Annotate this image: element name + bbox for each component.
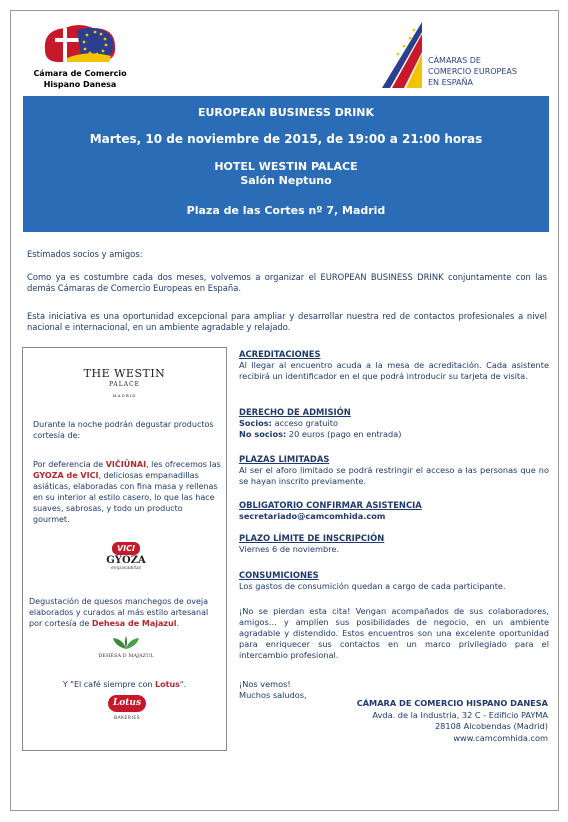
dehesa-logo-text: DEHESA D MAJAZUL <box>98 653 154 659</box>
camaras-europeas-emblem-icon <box>378 22 426 92</box>
lotus-logo <box>107 695 147 739</box>
lotus-sub: BAKERIES <box>113 716 141 721</box>
limite-text: Viernes 6 de noviembre. <box>239 544 340 554</box>
cheese-post: . <box>176 619 180 628</box>
consum-title: CONSUMICIONES <box>239 570 319 580</box>
intro-paragraph-2: Esta iniciativa es una oportunidad excepcional para ampliar y desarrollar nuestra red de contactos profesionales a nivel nacional e internacional, en un ambiente agradable y relajado. <box>27 311 547 332</box>
nosocios-value: 20 euros (pago en entrada) <box>286 429 402 439</box>
vici-post: , deliciosas empanadillas asiáticas, elaboradas con fina masa y rellenas en su interior al estilo casero, lo que las hace suaves, sabrosas, y todo un producto gourmet. <box>33 471 218 524</box>
admision-title: DERECHO DE ADMISIÓN <box>239 407 351 417</box>
plazas-title: PLAZAS LIMITADAS <box>239 454 330 464</box>
event-title: EUROPEAN BUSINESS DRINK <box>197 106 375 119</box>
acred-title: ACREDITACIONES <box>239 349 321 359</box>
section-plazas <box>239 454 549 487</box>
section-confirmar <box>239 500 549 522</box>
confirm-title: OBLIGATORIO CONFIRMAR ASISTENCIA <box>239 500 422 510</box>
coffee-pre: Y "El café siempre con <box>62 680 156 689</box>
intro-paragraph-1: Como ya es costumbre cada dos meses, volvemos a organizar el EUROPEAN BUSINESS DRINK conjuntamente con las demás Cámaras de Comercio Europeas en España. <box>27 272 547 293</box>
vici-paragraph <box>33 459 221 525</box>
signature-addr-1: Avda. de la Industria, 32 C - Edificio PAYMA <box>372 709 548 720</box>
coffee-line <box>23 679 226 690</box>
socios-value: acceso gratuito <box>271 418 338 428</box>
section-consumiciones <box>239 570 549 592</box>
vici-product: GYOZA de VICI <box>33 471 99 480</box>
event-room: Salón Neptuno <box>240 174 332 187</box>
right-logo-line-1: CÁMARAS DE <box>428 56 481 65</box>
westin-name: THE WESTIN <box>83 367 166 380</box>
westin-palace-logo <box>23 368 226 401</box>
section-limite <box>239 533 549 555</box>
socios-label: Socios: <box>239 418 272 428</box>
vici-gyoza-logo <box>101 542 151 584</box>
gyoza-logo: GYOZA <box>106 555 146 566</box>
greeting: Estimados socios y amigos: <box>27 249 143 259</box>
signature-web[interactable]: www.camcomhida.com <box>453 732 548 743</box>
leaf-icon <box>111 636 141 650</box>
flag-emblem-icon <box>37 20 123 68</box>
section-admision <box>239 407 549 440</box>
vici-pre: Por deferencia de <box>33 460 106 469</box>
left-logo-caption-1: Cámara de Comercio <box>33 69 127 78</box>
cheese-brand: Dehesa de Majazul <box>91 619 177 628</box>
event-date: Martes, 10 de noviembre de 2015, de 19:00 a 21:00 horas <box>89 132 483 146</box>
westin-city: MADRID <box>112 393 137 398</box>
lotus-logo-text: Lotus <box>108 695 146 712</box>
socios-line <box>239 418 549 429</box>
limite-title: PLAZO LÍMITE DE INSCRIPCIÓN <box>239 533 385 543</box>
vici-logo: VICI <box>112 542 140 555</box>
right-logo-text <box>428 55 517 88</box>
signature-addr-2: 28108 Alcobendas (Madrid) <box>434 721 548 731</box>
event-venue: HOTEL WESTIN PALACE <box>214 160 358 173</box>
acred-text: Al llegar al encuentro acuda a la mesa de acreditación. Cada asistente recibirá un identificador en el que podrá introducir su tarjeta de visita. <box>239 360 549 381</box>
tasting-intro: Durante la noche podrán degustar productos cortesía de: <box>33 420 214 440</box>
camara-hispano-danesa-logo <box>20 20 140 95</box>
event-address: Plaza de las Cortes nº 7, Madrid <box>186 204 386 217</box>
dehesa-majazul-logo <box>93 636 159 666</box>
closing-paragraph: ¡No se pierdan esta cita! Vengan acompañados de sus colaboradores, amigos… y amplíen sus posibilidades de negocio, en un ambiente agradable y distendido. Estos encuentros son una excelente oportunidad para enriquecer sus contactos en un marco privilegiado para el intercambio profesional. <box>239 606 549 660</box>
right-logo-line-2: COMERCIO EUROPEAS <box>428 67 517 76</box>
farewell-2: Muchos saludos, <box>239 690 307 700</box>
signature-org: CÁMARA DE COMERCIO HISPANO DANESA <box>356 698 548 708</box>
cheese-paragraph <box>29 596 224 629</box>
cheese-pre: Degustación de quesos manchegos de oveja elaborados y curados al más estilo artesanal por cortesía de <box>29 597 209 628</box>
confirm-email[interactable]: secretariado@camcomhida.com <box>239 511 386 521</box>
camaras-europeas-logo <box>378 22 538 92</box>
coffee-post: ". <box>179 680 187 689</box>
nosocios-label: No socios: <box>239 429 287 439</box>
sponsors-box <box>22 347 227 751</box>
gyoza-sub: empanadillas <box>110 566 142 571</box>
section-acreditaciones <box>239 349 549 382</box>
plazas-text: Al ser el aforo limitado se podrá restringir el acceso a las personas que no se hayan inscrito previamente. <box>239 465 549 486</box>
westin-palace: PALACE <box>108 381 141 388</box>
vici-mid: , les ofrecemos las <box>146 460 221 469</box>
event-banner <box>23 96 549 232</box>
vici-brand: VIČIŪNAI <box>105 460 147 469</box>
signature-block <box>288 698 548 744</box>
coffee-brand: Lotus <box>155 680 180 689</box>
right-logo-line-3: EN ESPAÑA <box>428 78 473 87</box>
consum-text: Los gastos de consumición quedan a cargo de cada participante. <box>239 581 506 591</box>
left-logo-caption-2: Hispano Danesa <box>43 80 117 89</box>
nosocios-line <box>239 429 549 440</box>
farewell-1: ¡Nos vemos! <box>239 679 291 689</box>
